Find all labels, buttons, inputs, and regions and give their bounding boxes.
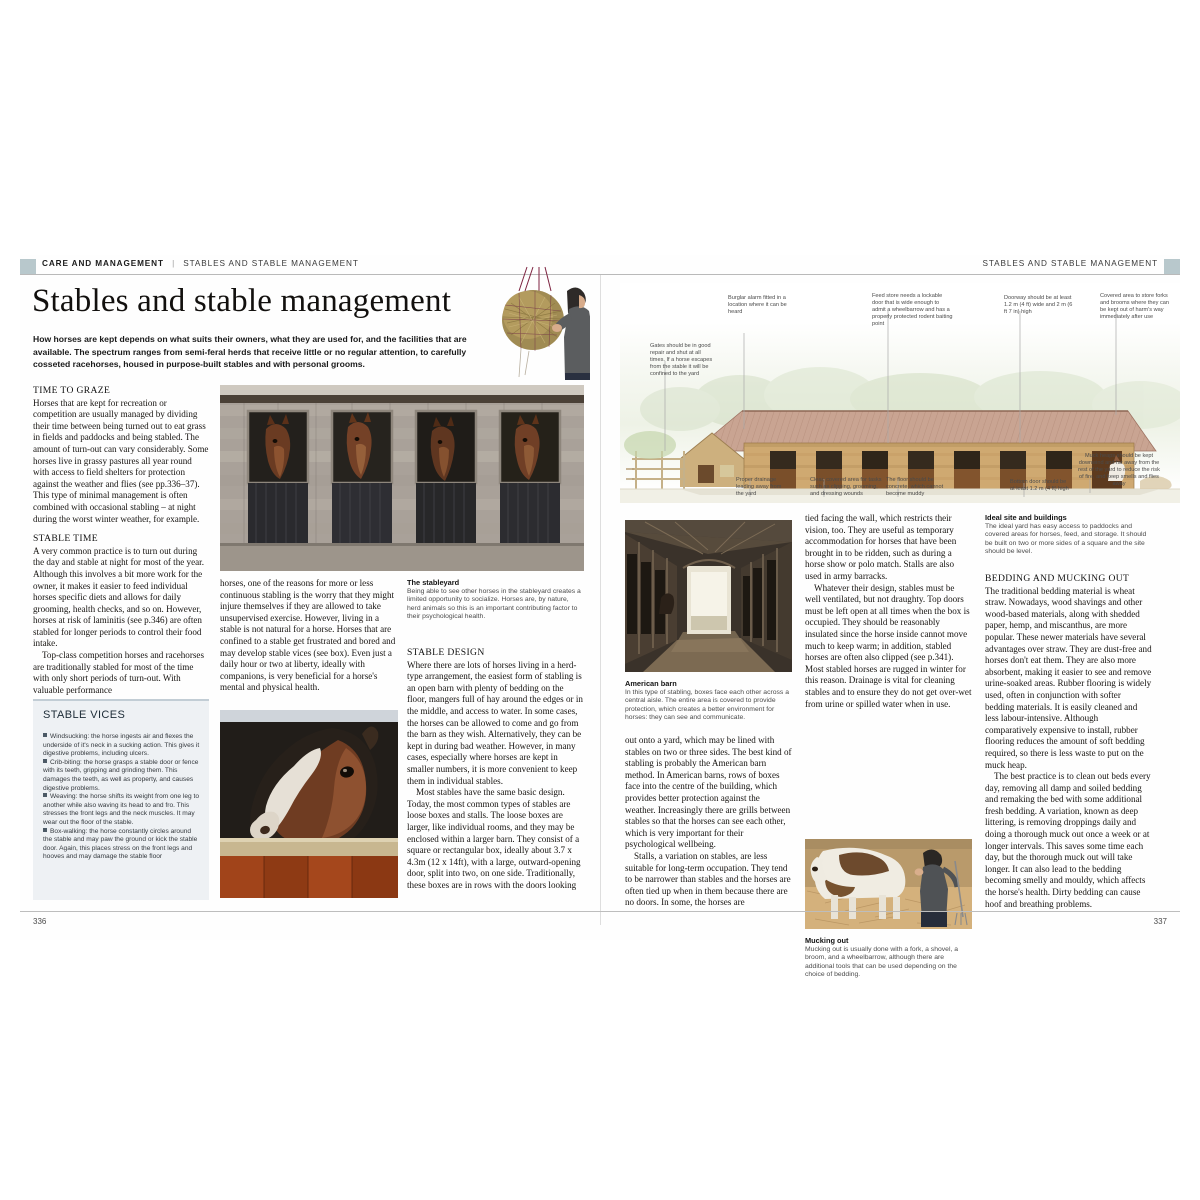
text-column-1 [33, 385, 210, 696]
callout-burglar-alarm: Burglar alarm fitted in a location where it can be heard [728, 295, 787, 316]
heading-stable-time: STABLE TIME [33, 533, 98, 545]
stableyard-photo [220, 385, 584, 571]
running-head-left [42, 259, 359, 268]
header-color-tab-left [20, 259, 36, 275]
bullet-square-icon [43, 828, 47, 832]
mucking-out-photo [805, 839, 972, 929]
list-item [43, 793, 201, 827]
list-item-text: Box-walking: the horse constantly circles around the stable and may paw the ground or kick the stable door. Again, this places stress on the front legs and hooves and may damage the stable floor [43, 827, 198, 861]
callout-gates: Gates should be in good repair and shut at all times. If a horse escapes from the stable it will be confined to the yard [650, 343, 713, 378]
heading-time-to-graze: TIME TO GRAZE [33, 385, 111, 396]
list-item [43, 759, 201, 793]
paragraph: Whatever their design, stables must be well ventilated, but not draughty. Top doors must be left open at all times when the box is occupied. They should be reasonably insulated since the horse inside cannot move much to keep warm; in addition, stabled horses are often also clipped (see p.341). Most stabled horses are rugged in winter for this reason. Drainage is vital for cleaning stables and to ensure they do not get over-wet from urine or spilled water when in use. [805, 582, 972, 709]
stable-vices-title: STABLE VICES [43, 709, 126, 721]
stable-yard-illustration [620, 283, 1180, 503]
paragraph: A very common practice is to turn out during the day and stable at night for most of the year. Although this involves a bit more work for the owner, it makes it easier to feed individual horses specific diets and allows for daily grooming, health checks, and so on. However, horses at risk of laminitis (see p.346) are often stabled for longer periods to control their food intake. [33, 545, 204, 649]
list-item [43, 733, 201, 759]
text-column-6 [985, 573, 1152, 910]
stable-vices-list [43, 733, 201, 862]
heading-bedding-and-mucking-out: BEDDING AND MUCKING OUT [985, 573, 1130, 584]
caption-text: Mucking out is usually done with a fork, a shovel, a broom, and a wheelbarrow, although there are additional tools that can be used depending on the choice of bedding. [805, 946, 959, 979]
running-head-separator: | [172, 259, 176, 268]
paragraph: Horses that are kept for recreation or competition are usually managed by dividing their time between being turned out to eat grass in fields and paddocks and being stabled. The amount of turn-out can vary considerably. Some horses live in grassy pastures all year round with access to field shelters for protection against the weather and flies (see pp.336–37). This type of minimal management is often combined with occasional stabling – at night during the worst winter weather, for example. [33, 397, 209, 524]
list-item-text: Crib-biting: the horse grasps a stable door or fence with its teeth, gripping and grinding them. This damages the teeth, as well as property, and causes digestive problems. [43, 758, 199, 792]
list-item-text: Weaving: the horse shifts its weight from one leg to another while also waving its head to and fro. This stresses the front legs and the neck muscles. It may wear out the floor of the stable. [43, 793, 200, 826]
paragraph: out onto a yard, which may be lined with stables on two or three sides. The best kind of stabling is probably the American barn method. In American barns, rows of boxes face into the centre of the building, which provides better protection against the weather. Increasingly there are grills between stables so that the horses can see each other, which is very important for their psychological wellbeing. [625, 735, 792, 850]
paragraph: horses, one of the reasons for more or less continuous stabling is the worry that they might injure themselves if they are allowed to take unsupervised exercise. However, living in a stable is not natural for a horse. Horses that are confined to a stable get frustrated and bored and may develop stable vices (see box). Even just a daily hour or two at liberty, ideally with companions, is very beneficial for a horse's mental and physical health. [220, 578, 396, 693]
haynet-photo [475, 265, 590, 380]
header-color-tab-right [1164, 259, 1180, 275]
caption-title: Ideal site and buildings [985, 513, 1067, 522]
page-gutter [600, 275, 601, 925]
caption-text: In this type of stabling, boxes face each other across a central aisle. The entire area is covered to provide protection, which creates a better environment for horses: they can see and communicate. [625, 689, 789, 722]
text-column-4 [625, 735, 792, 909]
callout-covered-area-tools: Covered area to store forks and brooms where they can be kept out of harm's way immediately after use [1100, 293, 1170, 321]
text-column-2 [220, 578, 397, 694]
stable-vices-box [33, 699, 209, 900]
caption-ideal-site [985, 513, 1152, 557]
folio-right: 337 [1153, 917, 1167, 926]
crib-biting-photo [220, 710, 398, 898]
page-title: Stables and stable management [32, 283, 452, 319]
caption-text: Being able to see other horses in the stableyard creates a limited opportunity to socialize. Horses are, by nature, herd animals so this is an important contributing factor to their psychological health. [407, 588, 581, 621]
paragraph: Top-class competition horses and racehorses are traditionally stabled for most of the time with only short periods of turn-out. With valuable performance [33, 650, 204, 695]
paragraph: Where there are lots of horses living in a herd-type arrangement, the easiest form of stabling is an open barn with plenty of bedding on the floor, mangers full of hay around the edges or in the middle, and access to water. In some cases, the horses can be allowed to come and go from the barn as they wish. Alternatively, they can be kept in during bad weather. However, in many cases, especially where horses are kept in smaller numbers, it is more convenient to keep them in individual stables. [407, 659, 583, 786]
caption-title: American barn [625, 679, 677, 688]
paragraph: Most stables have the same basic design. Today, the most common types of stables are loose boxes and stalls. The loose boxes are larger, like individual rooms, and they may be enclosed within a larger barn. They consist of a square or rectangular box, ideally about 3.7 x 4.3m (12 x 14ft), with a large, outward-opening door, split into two, on one side. Traditionally, these boxes are in rows with the doors looking [407, 787, 581, 890]
caption-american-barn [625, 679, 792, 723]
callout-bottom-door: Bottom door should be at least 1.2 m (4 ft) high [1010, 479, 1069, 493]
callout-floor: The floor should be concrete, which cannot become muddy [886, 477, 944, 498]
footer-rule [20, 911, 1180, 912]
callout-clear-covered-area: Clear, covered area for tasks such as clipping, grooming, and dressing wounds [810, 477, 882, 498]
caption-title: Mucking out [805, 936, 849, 945]
bullet-square-icon [43, 793, 47, 797]
running-head-right: STABLES AND STABLE MANAGEMENT [982, 259, 1158, 268]
list-item [43, 828, 201, 862]
callout-drainage: Proper drainage leading away from the yard [736, 477, 782, 498]
caption-stableyard [407, 578, 582, 622]
book-spread [20, 255, 1180, 979]
running-head [20, 255, 1180, 275]
heading-stable-design: STABLE DESIGN [407, 647, 485, 658]
list-item-text: Windsucking: the horse ingests air and flexes the underside of it's neck in a sucking action. This gives it digestive problems, including ulcers. [43, 733, 200, 758]
text-column-5 [805, 513, 972, 710]
paragraph: The traditional bedding material is wheat straw. Nowadays, wood shavings and other wood-based materials, along with shedded paper, hemp, and miscanthus, are more popular. These newer materials have several advantages over straw. They are dust-free and horses don't eat them. They are also more absorbent, making it easier to see and remove urine-soaked areas. Rubber flooring is widely used, often in conjunction with softer bedding materials. It is easily cleaned and less labour-intensive. Although comparatively expensive to install, rubber flooring reduces the amount of soft bedding required, so there is less waste to put on the muck heap. [985, 585, 1152, 770]
text-column-3 [407, 647, 584, 891]
folio-left: 336 [33, 917, 47, 926]
caption-title: The stableyard [407, 578, 460, 587]
running-head-topic: STABLES AND STABLE MANAGEMENT [183, 259, 359, 268]
running-head-chapter: CARE AND MANAGEMENT [42, 259, 164, 268]
callout-doorway: Doorway should be at least 1.2 m (4 ft) wide and 2 m (6 ft 7 in) high [1004, 295, 1073, 316]
bullet-square-icon [43, 733, 47, 737]
standfirst-intro: How horses are kept depends on what suits their owners, what they are used for, and the facilities that are available. The spectrum ranges from semi-feral herds that receive little or no regular attention, to carefully cosseted racehorses, housed in purpose-built stables and with personal grooms. [33, 334, 467, 370]
callout-muck-heaps: Muck heaps should be kept downwind and far away from the rest of the yard to reduce the risk of fire, and keep smells and flies away [1078, 453, 1160, 488]
caption-text: The ideal yard has easy access to paddocks and covered areas for horses, feed, and storage. It should be built on two or more sides of a square and the site should be level. [985, 523, 1147, 556]
american-barn-photo [625, 520, 792, 672]
bullet-square-icon [43, 759, 47, 763]
caption-mucking-out [805, 936, 972, 980]
callout-feed-store: Feed store needs a lockable door that is wide enough to admit a wheelbarrow and has a properly protected rodent baiting point [872, 293, 953, 328]
paragraph: tied facing the wall, which restricts their vision, too. They are useful as temporary accommodation for horses that have been brought in to be ridden, such as during a horse show or polo match. Stalls are also used in army barracks. [805, 513, 957, 581]
paragraph: Stalls, a variation on stables, are less suitable for long-term occupation. They tend to be narrower than stables and the horses are often tied up when in them because there are no doors. In some, the horses are [625, 850, 791, 908]
paragraph: The best practice is to clean out beds every day, removing all damp and soiled bedding and remaking the bed with some additional fresh bedding. A variation, known as deep littering, is removing droppings daily and doing a thorough muck out once a week or at longer intervals. This saves some time each day, but the thorough muck out will take longer. It can also lead to the bedding becoming smelly and mouldy, which affects the horse's health. Dirty bedding can cause hoof and breathing problems. [985, 771, 1151, 909]
